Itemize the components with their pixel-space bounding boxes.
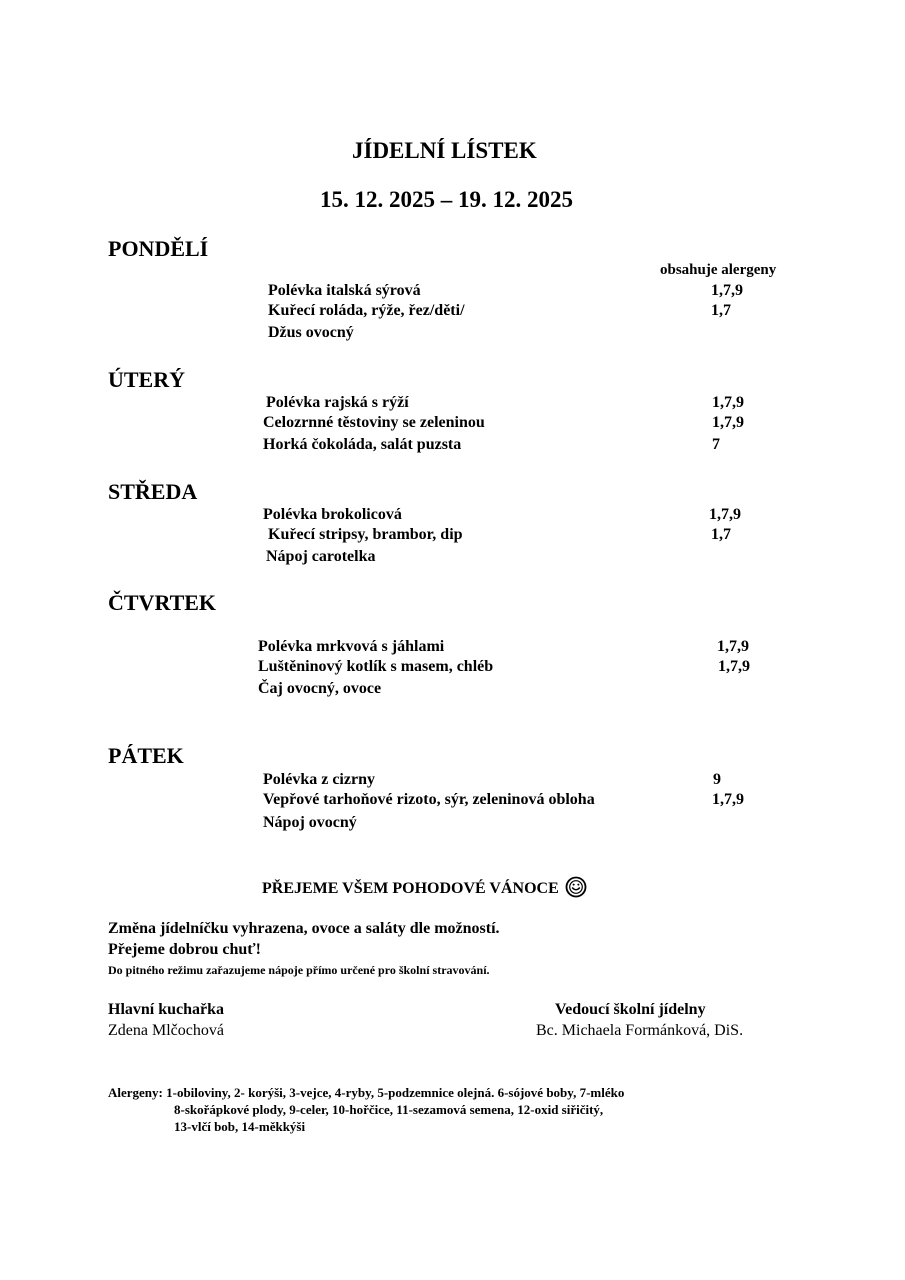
- allergens-legend-line: 8-skořápkové plody, 9-celer, 10-hořčice, 11-sezamová semena, 12-oxid siřičitý,: [174, 1102, 604, 1117]
- menu-item: Kuřecí stripsy, brambor, dip: [268, 526, 463, 543]
- menu-item-allergens: 1,7,9: [717, 638, 749, 655]
- day-heading-thursday: ČTVRTEK: [108, 590, 217, 615]
- menu-item-allergens: 1,7,9: [709, 506, 741, 523]
- head-cook-name: Zdena Mlčochová: [108, 1022, 224, 1039]
- menu-item: Čaj ovocný, ovoce: [258, 680, 382, 697]
- menu-item-allergens: 1,7: [711, 302, 731, 319]
- smiley-icon: [565, 876, 587, 903]
- menu-item: Vepřové tarhoňové rizoto, sýr, zeleninová obloha: [263, 791, 595, 808]
- menu-item-allergens: 1,7,9: [711, 282, 743, 299]
- menu-item-allergens: 1,7,9: [712, 394, 744, 411]
- menu-item: Polévka italská sýrová: [268, 282, 421, 299]
- head-cook-role: Hlavní kuchařka: [108, 1001, 225, 1018]
- menu-item: Polévka rajská s rýží: [266, 394, 409, 411]
- menu-item: Polévka z cizrny: [263, 771, 375, 788]
- note-menu-change: Změna jídelníčku vyhrazena, ovoce a saláty dle možností.: [108, 920, 500, 937]
- menu-item: Polévka brokolicová: [263, 506, 402, 523]
- greeting-text: PŘEJEME VŠEM POHODOVÉ VÁNOCE: [262, 880, 559, 898]
- day-heading-friday: PÁTEK: [108, 743, 184, 768]
- canteen-manager-role: Vedoucí školní jídelny: [555, 1001, 706, 1018]
- menu-item: Nápoj ovocný: [263, 814, 357, 831]
- date-range: 15. 12. 2025 – 19. 12. 2025: [320, 187, 573, 212]
- menu-item: Polévka mrkvová s jáhlami: [258, 638, 445, 655]
- page-title: JÍDELNÍ LÍSTEK: [352, 138, 537, 163]
- menu-item: Kuřecí roláda, rýže, řez/děti/: [268, 302, 465, 319]
- menu-item: Luštěninový kotlík s masem, chléb: [258, 658, 494, 675]
- menu-item: Celozrnné těstoviny se zeleninou: [263, 414, 485, 431]
- menu-item-allergens: 1,7,9: [718, 658, 750, 675]
- menu-item-allergens: 1,7,9: [712, 791, 744, 808]
- allergens-legend-line: 13-vlčí bob, 14-měkkýši: [174, 1119, 306, 1134]
- christmas-greeting: [262, 876, 587, 903]
- menu-item: Horká čokoláda, salát puzsta: [263, 436, 462, 453]
- allergens-legend-line: Alergeny: 1-obiloviny, 2- korýši, 3-vejce, 4-ryby, 5-podzemnice olejná. 6-sójové boby, 7-mléko: [108, 1085, 625, 1100]
- day-heading-tuesday: ÚTERÝ: [108, 367, 186, 392]
- menu-item: Džus ovocný: [268, 324, 354, 341]
- allergen-column-label: obsahuje alergeny: [660, 262, 777, 278]
- menu-item-allergens: 1,7: [711, 526, 731, 543]
- note-drinks: Do pitného režimu zařazujeme nápoje přímo určené pro školní stravování.: [108, 963, 490, 977]
- menu-item-allergens: 9: [713, 771, 721, 788]
- note-bon-appetit: Přejeme dobrou chuť!: [108, 941, 261, 958]
- menu-item: Nápoj carotelka: [266, 548, 376, 565]
- menu-item-allergens: 7: [712, 436, 720, 453]
- day-heading-monday: PONDĚLÍ: [108, 236, 209, 261]
- day-heading-wednesday: STŘEDA: [108, 479, 198, 504]
- canteen-manager-name: Bc. Michaela Formánková, DiS.: [536, 1022, 744, 1039]
- menu-item-allergens: 1,7,9: [712, 414, 744, 431]
